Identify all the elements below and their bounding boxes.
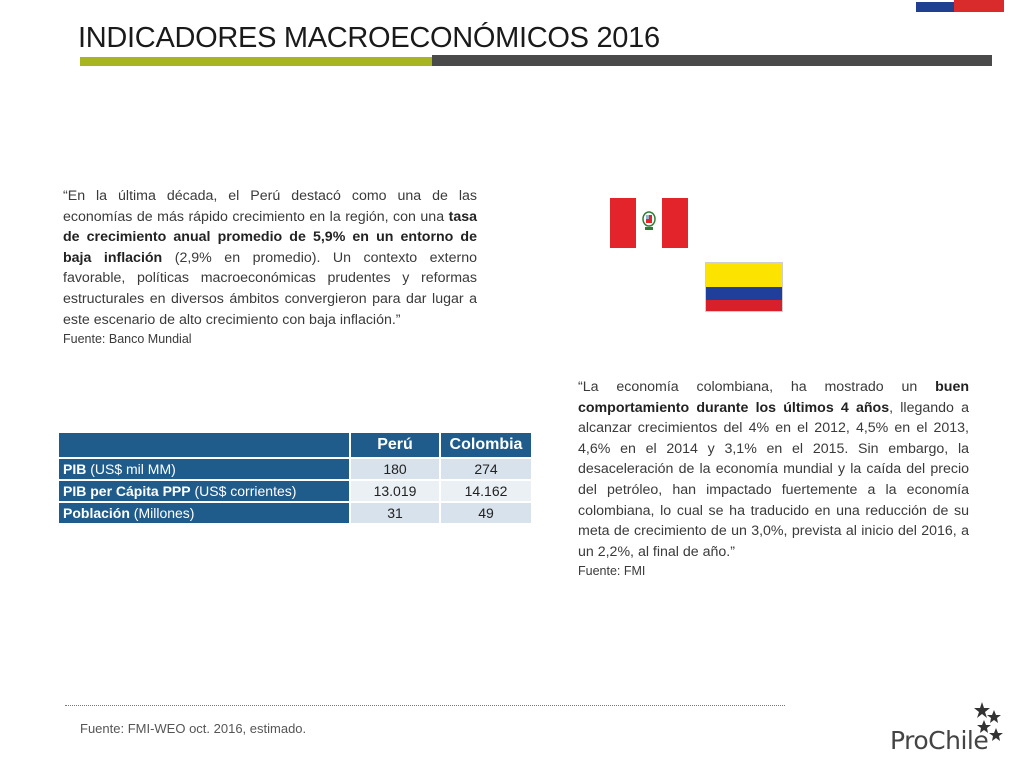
- cell-colombia: 274: [441, 459, 531, 479]
- quote-peru-text-2: (2,9% en promedio). Un contexto externo favorable, políticas macroeconómicas prudentes y reformas estructurales en diversos ámbitos convergieron para dar lugar a este escenario de alto crecimiento con baja inflación.”: [63, 249, 477, 328]
- table-header-colombia: Colombia: [441, 433, 531, 457]
- cell-colombia: 14.162: [441, 481, 531, 501]
- prochile-logo: [888, 700, 1008, 756]
- colombia-flag: [705, 262, 783, 312]
- quote-peru-text-1: “En la última década, el Perú destacó como una de las economías de más rápido crecimiento en la región, con una: [63, 188, 477, 225]
- table-header-row: [59, 433, 531, 457]
- slide-title: INDICADORES MACROECONÓMICOS 2016: [78, 22, 660, 54]
- cell-peru: 13.019: [351, 481, 439, 501]
- title-underline-bar: [432, 55, 992, 66]
- table-header-peru: Perú: [351, 433, 439, 457]
- title-underline-accent: [80, 57, 432, 66]
- table-row: [59, 503, 531, 523]
- row-label: PIB per Cápita PPP (US$ corrientes): [59, 481, 349, 501]
- cell-peru: 180: [351, 459, 439, 479]
- quote-colombia: [578, 377, 969, 580]
- quote-peru-bold: tasa de crecimiento anual promedio de 5,9% en un entorno de baja inflación: [63, 208, 477, 266]
- quote-colombia-bold: buen comportamiento durante los últimos 4 años: [578, 379, 969, 416]
- peru-flag: [610, 198, 688, 248]
- cell-peru: 31: [351, 503, 439, 523]
- peru-coat-of-arms-icon: [641, 210, 657, 232]
- footer-note: Fuente: FMI-WEO oct. 2016, estimado.: [80, 721, 307, 736]
- table-row: [59, 459, 531, 479]
- table-row: [59, 481, 531, 501]
- chile-flag-corner: [916, 0, 1004, 12]
- row-label: Población (Millones): [59, 503, 349, 523]
- quote-colombia-source: Fuente: FMI: [578, 564, 646, 579]
- footer-divider: [65, 705, 785, 706]
- indicators-table: [57, 431, 533, 525]
- quote-peru-source: Fuente: Banco Mundial: [63, 332, 192, 347]
- quote-colombia-text-2: , llegando a alcanzar crecimientos del 4% en el 2012, 4,5% en el 2013, 4,6% en el 2014 y 3,1% en el 2015. Sin embargo, la desaceleración de la economía mundial y la caída del precio del petróleo, han impactado fuertemente a la economía colombiana, lo cual se ha traducido en una reducción de su meta de crecimiento de un 3,0%, prevista al inicio del 2016, a un 2,2%, al final de año.”: [578, 399, 970, 560]
- quote-colombia-text-1: “La economía colombiana, ha mostrado un: [578, 379, 936, 395]
- quote-peru: [63, 186, 477, 348]
- row-label: PIB (US$ mil MM): [59, 459, 349, 479]
- table-header-blank: [59, 433, 349, 457]
- prochile-logo-text: ProChile: [890, 726, 989, 755]
- cell-colombia: 49: [441, 503, 531, 523]
